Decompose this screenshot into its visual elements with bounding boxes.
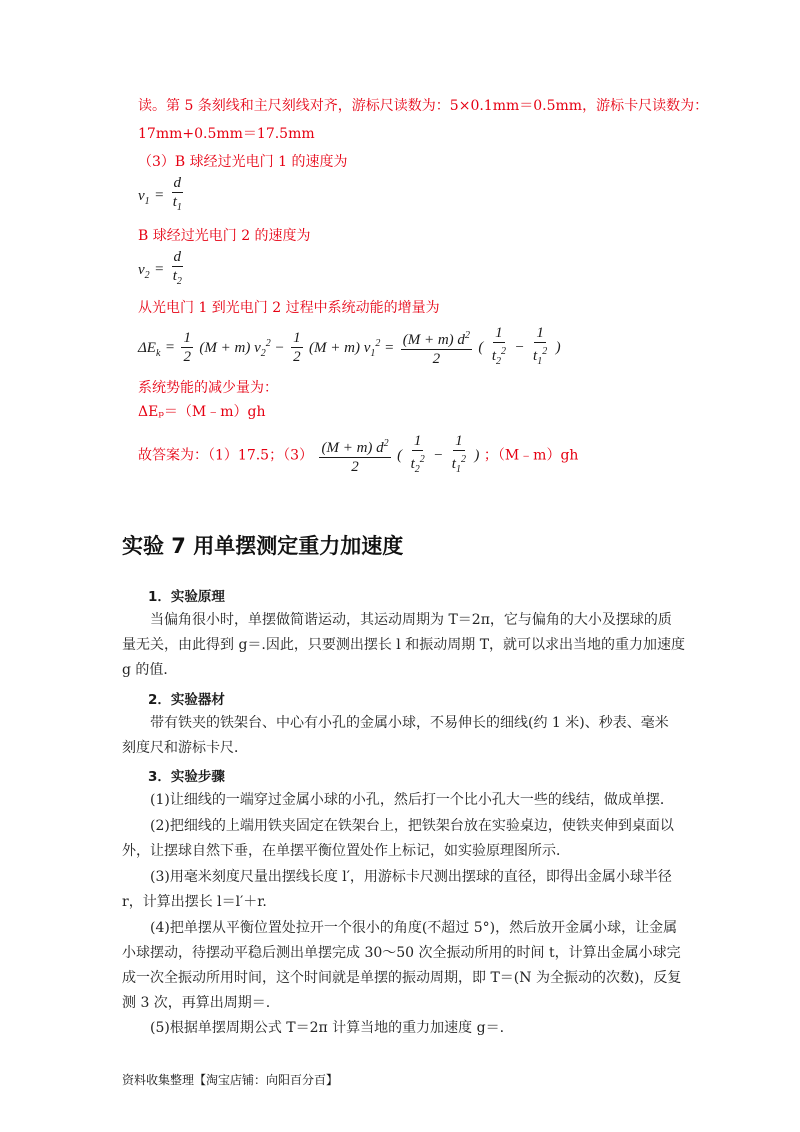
step-4-line-2: 小球摆动，待摆动平稳后测出单摆完成 30～50 次全振动所用的时间 t，计算出金属小球完	[122, 945, 681, 961]
step-3-line-1: (3)用毫米刻度尺量出摆线长度 l′，用游标卡尺测出摆球的直径，即得出金属小球半径	[150, 869, 672, 885]
step-4-line-3: 成一次全振动所用时间，这个时间就是单摆的振动周期，即 T＝(N 为全振动的次数)，反复	[122, 970, 682, 986]
final-answer: 故答案为：（1）17.5；（3） $\frac{(M + m) d^2}{2}$ ( $\frac{1}{t_2^2}$ − $\frac{1}{t_1^2}$ ) ；（M﹣m）gh	[138, 433, 579, 475]
step-3-line-2: r，计算出摆长 l＝l′＋r.	[122, 894, 267, 910]
principle-line-3: g 的值．	[122, 662, 178, 678]
experiment-title: 实验 7 用单摆测定重力加速度	[122, 534, 404, 558]
ek-formula: $\Delta E_k$ = $\frac{1}{2}$ (M + m) $v_2^2$ − $\frac{1}{2}$ (M + m) $v_1^2$ = $\frac{(M + m) d^2}{2}$ ( $\frac{1}{t_2^2}$ − $\frac{1}{t_1^2}$ )	[138, 325, 561, 367]
v2-fraction: $\frac{d}{t_2}$	[172, 249, 182, 287]
step-4-line-4: 测 3 次，再算出周期＝.	[122, 995, 271, 1011]
v2-formula: $v_2$ = $\frac{d}{t_2}$	[138, 248, 186, 291]
step-2-line-1: (2)把细线的上端用铁夹固定在铁架台上，把铁架台放在实验桌边，使铁夹伸到桌面以	[150, 818, 674, 834]
ep-formula: ΔEₚ＝（M﹣m）gh	[138, 404, 266, 420]
answer-line-2: 17mm+0.5mm＝17.5mm	[138, 126, 315, 142]
step-5: (5)根据单摆周期公式 T＝2π 计算当地的重力加速度 g＝.	[150, 1020, 505, 1036]
equipment-line-1: 带有铁夹的铁架台、中心有小孔的金属小球，不易伸长的细线(约 1 米)、秒表、毫米	[150, 715, 669, 731]
section-steps-title: 3．实验步骤	[148, 769, 225, 785]
step-4-line-1: (4)把单摆从平衡位置处拉开一个很小的角度(不超过 5°)，然后放开金属小球，让金属	[150, 920, 678, 936]
principle-line-1: 当偏角很小时，单摆做简谐运动，其运动周期为 T＝2π，它与偏角的大小及摆球的质	[150, 612, 672, 628]
answer-line-1: 读。第 5 条刻线和主尺刻线对齐，游标尺读数为：5×0.1mm＝0.5mm，游标卡尺读数为：	[138, 98, 709, 114]
v2-intro: B 球经过光电门 2 的速度为	[138, 228, 311, 244]
principle-line-2: 量无关，由此得到 g＝.因此，只要测出摆长 l 和振动周期 T，就可以求出当地的重力加速度	[122, 637, 686, 653]
step-2-line-2: 外，让摆球自然下垂，在单摆平衡位置处作上标记，如实验原理图所示．	[122, 843, 570, 859]
ek-intro: 从光电门 1 到光电门 2 过程中系统动能的增量为	[138, 300, 440, 316]
v1-formula: $v_1$ = $\frac{d}{t_1}$	[138, 174, 186, 217]
equipment-line-2: 刻度尺和游标卡尺．	[122, 740, 248, 756]
section-principle-title: 1．实验原理	[148, 589, 225, 605]
v1-intro: （3）B 球经过光电门 1 的速度为	[138, 154, 348, 170]
page-footer: 资料收集整理【淘宝店铺：向阳百分百】	[122, 1073, 339, 1087]
ep-intro: 系统势能的减少量为：	[138, 380, 278, 396]
section-equipment-title: 2．实验器材	[148, 692, 225, 708]
v1-fraction: $\frac{d}{t_1}$	[172, 175, 182, 213]
step-1: (1)让细线的一端穿过金属小球的小孔，然后打一个比小孔大一些的线结，做成单摆．	[150, 792, 674, 808]
